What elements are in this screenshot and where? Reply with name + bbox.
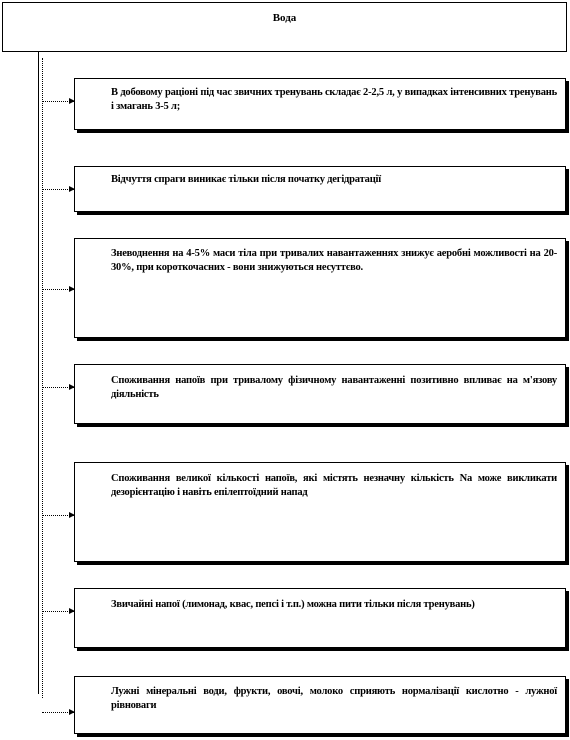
fact-text-2: Відчуття спраги виникає тільки після початку дегідратації (111, 174, 381, 185)
fact-box-1 (74, 78, 566, 130)
fact-box-7 (74, 676, 566, 734)
connector-arrow-4 (42, 387, 74, 388)
fact-text-5: Споживання великої кількості напоїв, які містять незначну кількість Na може викликати дезорієнтацію і навіть епілептоїдний напад (111, 473, 557, 498)
fact-box-4 (74, 364, 566, 424)
connector-arrow-7 (42, 712, 74, 713)
fact-box-6 (74, 588, 566, 648)
fact-box-5 (74, 462, 566, 562)
fact-text-1: В добовому раціоні під час звичних тренувань складає 2-2,5 л, у випадках інтенсивних тренувань і змагань 3-5 л; (111, 87, 557, 112)
connector-arrow-5 (42, 515, 74, 516)
connector-arrow-3 (42, 289, 74, 290)
fact-text-3: Зневоднення на 4-5% маси тіла при тривалих навантаженнях знижує аеробні можливості на 20-30%, при короткочасних - вони знижуються несуттєво. (111, 248, 557, 273)
diagram-title: Вода (272, 12, 297, 24)
fact-text-7: Лужні мінеральні води, фрукти, овочі, молоко сприяють нормалізації кислотно - лужної рівноваги (111, 686, 557, 711)
fact-text-4: Споживання напоїв при тривалому фізичному навантаженні позитивно впливає на м'язову діяльність (111, 375, 557, 400)
water-title-box (2, 2, 567, 52)
connector-arrow-6 (42, 611, 74, 612)
fact-text-6: Звичайні напої (лимонад, квас, пепсі і т.п.) можна пити тільки після тренувань) (111, 599, 475, 610)
connector-trunk-line (38, 52, 39, 694)
connector-arrow-1 (42, 101, 74, 102)
fact-box-3 (74, 238, 566, 338)
connector-spine-line (42, 58, 43, 698)
fact-box-2 (74, 166, 566, 212)
connector-arrow-2 (42, 189, 74, 190)
